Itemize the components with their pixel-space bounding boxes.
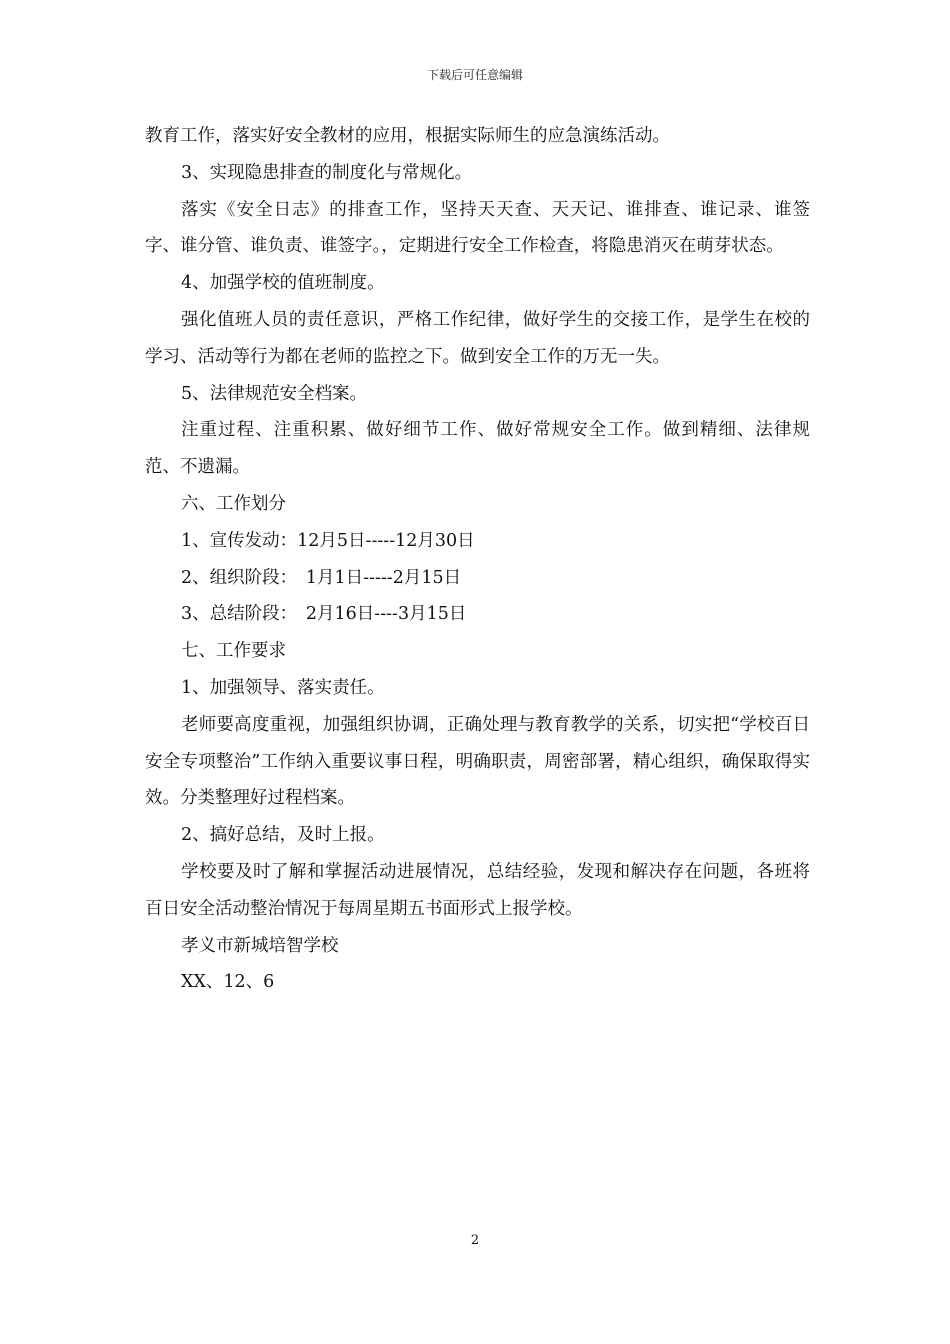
paragraph: 学校要及时了解和掌握活动进展情况，总结经验，发现和解决存在问题，各班将百日安全活动整治情况于每周星期五书面形式上报学校。 xyxy=(145,861,810,919)
paragraph: 落实《安全日志》的排查工作，坚持天天查、天天记、谁排查、谁记录、谁签字、谁分管、谁负责、谁签字。，定期进行安全工作检查，将隐患消灭在萌芽状态。 xyxy=(145,199,810,257)
section-heading: 3、实现隐患排查的制度化与常规化。 xyxy=(181,162,473,183)
section-heading: 5、法律规范安全档案。 xyxy=(181,383,368,404)
schedule-item: 2、组织阶段： 1月1日-----2月15日 xyxy=(181,567,462,588)
paragraph: 注重过程、注重积累、做好细节工作、做好常规安全工作。做到精细、法律规范、不遗漏。 xyxy=(145,420,810,478)
document-body xyxy=(145,118,810,1001)
section-heading: 2、搞好总结，及时上报。 xyxy=(181,825,385,846)
schedule-item: 1、宣传发动：12月5日-----12月30日 xyxy=(181,530,475,551)
paragraph: 老师要高度重视，加强组织协调，正确处理与教育教学的关系，切实把“学校百日安全专项整治”工作纳入重要议事日程，明确职责，周密部署，精心组织，确保取得实效。分类整理好过程档案。 xyxy=(145,714,810,809)
page-header: 下载后可任意编辑 xyxy=(426,68,523,82)
section-heading: 1、加强领导、落实责任。 xyxy=(181,677,385,698)
paragraph: 教育工作，落实好安全教材的应用，根据实际师生的应急演练活动。 xyxy=(145,126,670,146)
signature-date: XX、12、6 xyxy=(181,972,275,993)
section-heading: 4、加强学校的值班制度。 xyxy=(181,273,385,294)
section-heading: 七、工作要求 xyxy=(181,641,286,662)
signature-school: 孝义市新城培智学校 xyxy=(181,935,339,956)
page-number: 2 xyxy=(470,1233,480,1248)
schedule-item: 3、总结阶段： 2月16日----3月15日 xyxy=(181,604,467,625)
paragraph: 强化值班人员的责任意识，严格工作纪律，做好学生的交接工作，是学生在校的学习、活动等行为都在老师的监控之下。做到安全工作的万无一失。 xyxy=(145,309,810,367)
section-heading: 六、工作划分 xyxy=(181,493,286,514)
